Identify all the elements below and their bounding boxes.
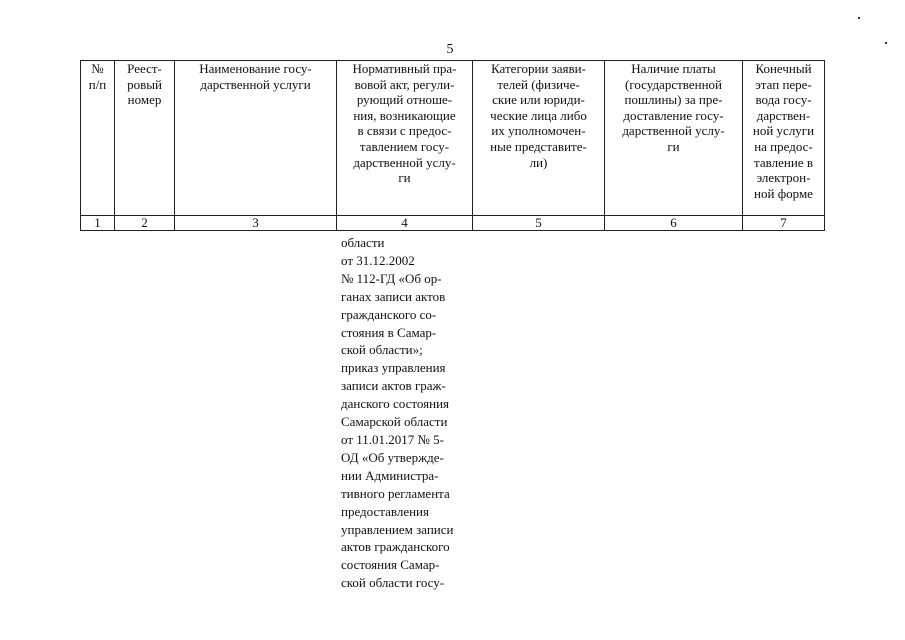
column-number-cell: 1 (81, 216, 115, 231)
header-cell-registry-number: Реест- ровый номер (115, 61, 175, 216)
column-number-cell: 6 (605, 216, 743, 231)
table-header-row (81, 61, 825, 216)
column-number-row (81, 216, 825, 231)
column-number-cell: 2 (115, 216, 175, 231)
header-cell-electronic-stage: Конечный этап пере- вода госу- дарствен- ной услуги на предос- тавление в электрон- ной форме (743, 61, 825, 216)
column-number-cell: 7 (743, 216, 825, 231)
legal-act-continuation-text: области от 31.12.2002 № 112-ГД «Об ор- ганах записи актов гражданского со- стояния в Самар- ской области»; приказ управления записи актов граж- данского состояния Самарской области от 11.01.2017 № 5- ОД «Об утвержде- нии Администра- тивного регламента предоставления управлением записи актов гражданского состояния Самар- ской области госу- (341, 235, 454, 591)
column-number-cell: 3 (175, 216, 337, 231)
column-number-cell: 4 (337, 216, 473, 231)
scan-speck (885, 42, 887, 44)
page-number: 5 (446, 42, 454, 57)
header-cell-fee: Наличие платы (государственной пошлины) за пре- доставление госу- дарственной услу- ги (605, 61, 743, 216)
registry-table (80, 60, 825, 231)
header-cell-row-number: № п/п (81, 61, 115, 216)
column-number-cell: 5 (473, 216, 605, 231)
header-cell-service-name: Наименование госу- дарственной услуги (175, 61, 337, 216)
header-cell-legal-act: Нормативный пра- вовой акт, регули- рующий отноше- ния, возникающие в связи с предос- тавлением госу- дарственной услу- ги (337, 61, 473, 216)
scan-speck (858, 17, 860, 19)
header-cell-applicant-categories: Категории заяви- телей (физиче- ские или юриди- ческие лица либо их уполномочен- ные представите- ли) (473, 61, 605, 216)
